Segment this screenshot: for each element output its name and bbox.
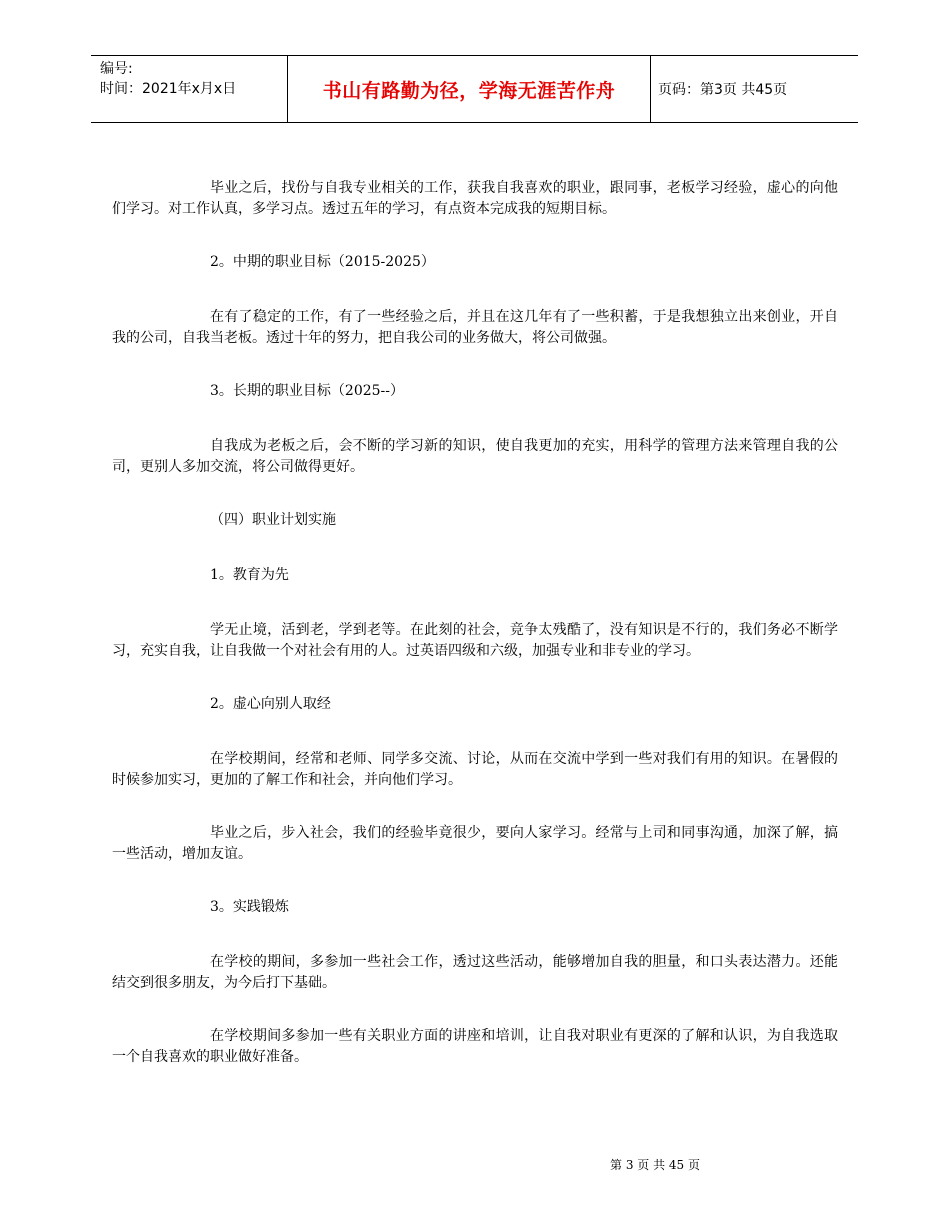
body-paragraph: 自我成为老板之后，会不断的学习新的知识，使自我更加的充实，用科学的管理方法来管理自我的公司，更别人多加交流，将公司做得更好。 [112, 438, 838, 475]
body-paragraph: 毕业之后，步入社会，我们的经验毕竟很少，要向人家学习。经常与上司和同事沟通，加深了解，搞一些活动，增加友谊。 [112, 825, 838, 862]
body-paragraph: 毕业之后，找份与自我专业相关的工作，获我自我喜欢的职业，跟同事，老板学习经验，虚心的向他们学习。对工作认真，多学习点。透过五年的学习，有点资本完成我的短期目标。 [112, 180, 838, 217]
body-paragraph: 在学校期间多参加一些有关职业方面的讲座和培训，让自我对职业有更深的了解和认识，为自我选取一个自我喜欢的职业做好准备。 [112, 1028, 838, 1065]
document-number-label: 编号: [100, 61, 133, 77]
header-meta [100, 59, 236, 99]
section-heading: 3。实践锻炼 [210, 899, 289, 915]
header-motto: 书山有路勤为径，学海无涯苦作舟 [322, 79, 616, 102]
section-heading: 3。长期的职业目标（2025--） [210, 383, 404, 399]
section-heading: （四）职业计划实施 [210, 512, 336, 528]
section-heading: 2。虚心向别人取经 [210, 696, 331, 712]
body-paragraph: 在学校期间，经常和老师、同学多交流、讨论，从而在交流中学到一些对我们有用的知识。在暑假的时候参加实习，更加的了解工作和社会，并向他们学习。 [112, 751, 838, 788]
footer-page-number: 第 3 页 共 45 页 [610, 1158, 700, 1172]
document-body [112, 178, 838, 1068]
section-heading: 1。教育为先 [210, 567, 289, 583]
body-paragraph: 在有了稳定的工作，有了一些经验之后，并且在这几年有了一些积蓄，于是我想独立出来创业，开自我的公司，自我当老板。透过十年的努力，把自我公司的业务做大，将公司做强。 [112, 309, 838, 346]
header-motto-cell [287, 56, 651, 122]
body-paragraph: 在学校的期间，多参加一些社会工作，透过这些活动，能够增加自我的胆量，和口头表达潜力。还能结交到很多朋友，为今后打下基础。 [112, 954, 838, 991]
document-time-label: 时间：2021年x月x日 [100, 81, 237, 97]
page-footer [0, 1156, 950, 1173]
section-heading: 2。中期的职业目标（2015-2025） [210, 254, 435, 270]
body-paragraph: 学无止境，活到老，学到老等。在此刻的社会，竞争太残酷了，没有知识是不行的，我们务必不断学习，充实自我，让自我做一个对社会有用的人。过英语四级和六级，加强专业和非专业的学习。 [112, 622, 838, 659]
header-page-info: 页码：第3页 共45页 [658, 82, 788, 98]
page-header [91, 55, 858, 123]
